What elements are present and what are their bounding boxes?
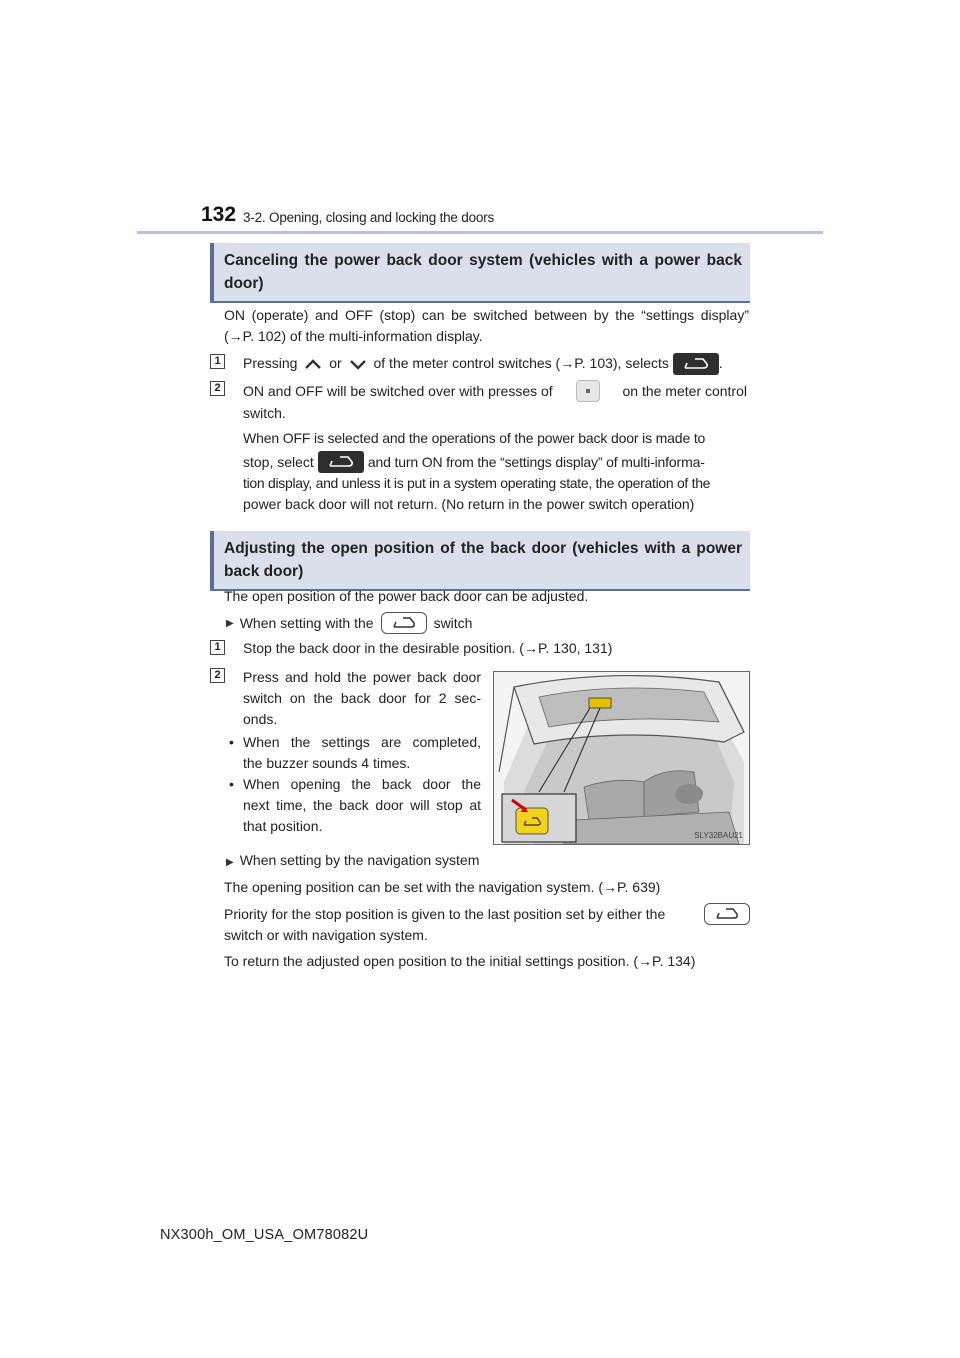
note-line-4: power back door will not return. (No return in the power switch operation)	[243, 496, 695, 512]
note-line-1: When OFF is selected and the operations of the power back door is made to	[243, 430, 706, 446]
section-heading-adjusting: Adjusting the open position of the back door (vehicles with a power back door)	[210, 531, 750, 591]
step-badge-1b: 1	[210, 640, 225, 655]
intro-paragraph-1	[224, 305, 749, 347]
chevron-up-icon	[301, 354, 325, 374]
priority-line-1: Priority for the stop position is given to the last position set by either the	[224, 905, 666, 922]
note-line-2a: stop, select	[243, 453, 314, 470]
navigation-text: The opening position can be set with the navigation system. (→P. 639)	[224, 879, 661, 895]
step-2-text-c: switch.	[243, 405, 286, 421]
step-badge-1: 1	[210, 354, 225, 369]
priority-paragraph	[224, 903, 750, 946]
back-door-icon	[673, 353, 719, 375]
step-1-text-a: Pressing	[243, 355, 298, 371]
bullet-1-line-2: the buzzer sounds 4 times.	[243, 755, 411, 771]
step-2-text-a: ON and OFF will be switched over with presses of	[243, 382, 553, 399]
step-2-text	[243, 380, 747, 424]
step-1-text	[243, 353, 753, 375]
note-paragraph	[243, 428, 747, 515]
sub-heading-switch-a: When setting with the	[239, 614, 374, 631]
priority-line-2: switch or with navigation system.	[224, 927, 428, 943]
intro-line-1: ON (operate) and OFF (stop) can be switched between by the “settings display”	[224, 307, 749, 323]
intro-line-2: (→P. 102) of the multi-information display.	[224, 328, 483, 344]
enter-button-icon	[576, 380, 600, 402]
back-door-icon	[704, 903, 750, 925]
section-title: 3-2. Opening, closing and locking the doors	[243, 210, 495, 225]
bullet-1-line-1: When the settings are completed,	[243, 734, 481, 750]
sub-heading-navigation-text: When setting by the navigation system	[239, 852, 480, 868]
step-1-text-b: or	[329, 355, 342, 371]
section-2-intro: The open position of the power back door can be adjusted.	[224, 588, 589, 604]
sub-heading-switch-b: switch	[433, 614, 473, 631]
section-heading-canceling: Canceling the power back door system (vehicles with a power back door)	[210, 243, 750, 303]
list-item: • When the settings are completed, the buzzer sounds 4 times.	[229, 732, 481, 774]
document-code: NX300h_OM_USA_OM78082U	[160, 1227, 369, 1243]
note-line-2b: and turn ON from the “settings display” of multi-informa-	[367, 453, 705, 470]
return-text: To return the adjusted open position to the initial settings position. (→P. 134)	[224, 953, 696, 969]
back-door-figure	[493, 671, 750, 845]
back-door-icon	[381, 612, 427, 634]
bullet-list	[229, 732, 481, 837]
sub-heading-switch	[226, 612, 472, 634]
triangle-bullet-icon: ▶	[226, 857, 234, 868]
page-number: 132	[201, 203, 237, 226]
step-1-text-d: .	[718, 355, 723, 371]
step-2b-line-2: switch on the back door for 2 sec-	[243, 690, 481, 706]
back-door-icon	[318, 451, 364, 473]
step-2b-line-1: Press and hold the power back door	[243, 669, 481, 685]
figure-code: SLY32BAU21	[694, 831, 743, 840]
step-1b-text: Stop the back door in the desirable position. (→P. 130, 131)	[243, 640, 613, 656]
note-line-3: tion display, and unless it is put in a system operating state, the operation of the	[243, 475, 711, 491]
bullet-2-line-1: When opening the back door the	[243, 776, 481, 792]
step-2b-text	[243, 667, 481, 730]
step-2b-line-3: onds.	[243, 711, 278, 727]
back-door-illustration	[494, 672, 749, 844]
bullet-2-line-2: next time, the back door will stop at	[243, 797, 481, 813]
sub-heading-navigation	[226, 850, 479, 873]
triangle-bullet-icon: ▶	[226, 617, 234, 629]
step-1-text-c: of the meter control switches (→P. 103), selects	[373, 355, 669, 371]
step-badge-2b: 2	[210, 668, 225, 683]
bullet-2-line-3: that position.	[243, 818, 323, 834]
list-item: • When opening the back door the next time, the back door will stop at that position.	[229, 774, 481, 837]
step-badge-2: 2	[210, 381, 225, 396]
chevron-down-icon	[346, 354, 370, 374]
step-2-text-b: on the meter control	[622, 382, 747, 399]
header-divider	[137, 231, 823, 234]
